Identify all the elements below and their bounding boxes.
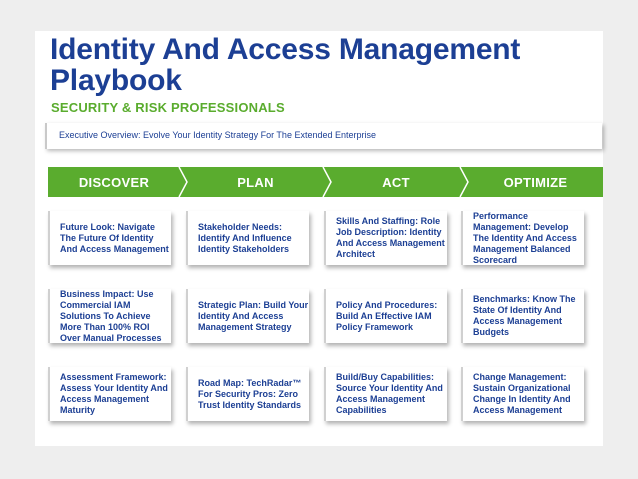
card-change-management — [461, 367, 584, 421]
executive-overview-box — [45, 123, 602, 149]
card-text: Policy And Procedures: Build An Effective IAM Policy Framework — [336, 299, 438, 332]
card-text: Skills And Staffing: Role Job Description: Identity And Access Management Architect — [336, 216, 445, 259]
card-build-buy-capabilities — [324, 367, 447, 421]
phase-bar — [48, 167, 603, 197]
card-strategic-plan — [186, 289, 309, 343]
card-future-look — [48, 211, 171, 265]
card-stakeholder-needs — [186, 211, 309, 265]
card-text: Assessment Framework: Assess Your Identity And Access Management Maturity — [60, 372, 168, 415]
card-text: Road Map: TechRadar™ For Security Pros: Zero Trust Identity Standards — [198, 377, 302, 410]
card-skills-and-staffing — [324, 211, 447, 265]
card-policy-and-procedures — [324, 289, 447, 343]
card-performance-management — [461, 211, 584, 265]
card-benchmarks — [461, 289, 584, 343]
page-subtitle: SECURITY & RISK PROFESSIONALS — [51, 100, 285, 115]
card-text: Benchmarks: Know The State Of Identity And Access Management Budgets — [473, 294, 576, 337]
phase-plan: PLAN — [237, 174, 274, 190]
card-assessment-framework — [48, 367, 171, 421]
card-text: Performance Management: Develop The Identity And Access Management Balanced Scorecard — [473, 210, 577, 265]
card-text: Strategic Plan: Build Your Identity And Access Management Strategy — [198, 299, 309, 332]
phase-optimize: OPTIMIZE — [503, 174, 568, 190]
phase-discover: DISCOVER — [78, 174, 150, 190]
card-text: Build/Buy Capabilities: Source Your Identity And Access Management Capabilities — [336, 372, 443, 415]
card-text: Future Look: Navigate The Future Of Identity And Access Management — [60, 221, 169, 254]
card-text: Change Management: Sustain Organizational Change In Identity And Access Management — [473, 372, 571, 415]
page-title: Identity And Access Management Playbook — [50, 33, 521, 97]
card-road-map — [186, 367, 309, 421]
card-text: Business Impact: Use Commercial IAM Solutions To Achieve More Than 100% ROI Over Manual Processes — [60, 288, 162, 343]
card-text: Stakeholder Needs: Identify And Influence Identity Stakeholders — [198, 221, 292, 254]
phase-act: ACT — [382, 174, 410, 190]
executive-overview-text: Executive Overview: Evolve Your Identity Strategy For The Extended Enterprise — [59, 130, 376, 140]
card-business-impact — [48, 289, 171, 343]
